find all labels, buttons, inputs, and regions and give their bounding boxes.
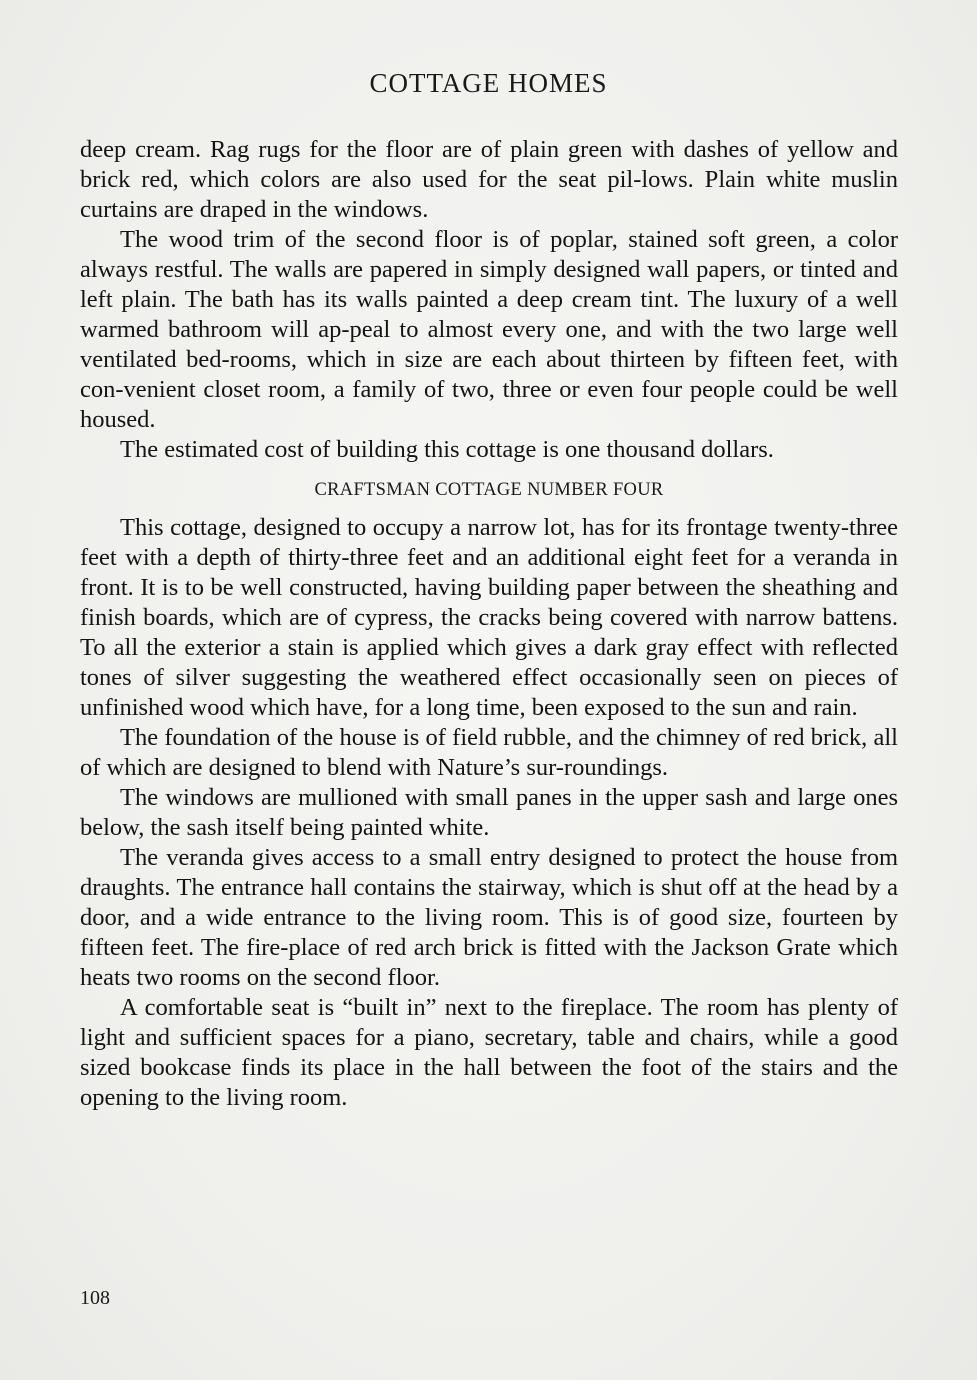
paragraph-windows: The windows are mullioned with small panes in the upper sash and large ones below, the sash itself being painted white.	[80, 784, 898, 841]
paragraph-cottage-description: This cottage, designed to occupy a narrow lot, has for its frontage twenty-three feet with a depth of thirty-three feet and an additional eight feet for a veranda in front. It is to be well constructed, having building paper between the sheathing and finish boards, which are of cypress, the cracks being covered with narrow battens. To all the exterior a stain is applied which gives a dark gray effect with reflected tones of silver suggesting the weathered effect occasionally seen on pieces of unfinished wood which have, for a long time, been exposed to the sun and rain.	[80, 514, 898, 721]
page-number: 108	[80, 1287, 110, 1309]
section-heading: CRAFTSMAN COTTAGE NUMBER FOUR	[314, 480, 664, 500]
paragraph-foundation: The foundation of the house is of field rubble, and the chimney of red brick, all of which are designed to blend with Nature’s sur-roundings.	[80, 724, 898, 781]
paragraph-second-floor: The wood trim of the second floor is of poplar, stained soft green, a color always restful. The walls are papered in simply designed wall papers, or tinted and left plain. The bath has its walls painted a deep cream tint. The luxury of a well warmed bathroom will ap-peal to almost every one, and with the two large well ventilated bed-rooms, which in size are each about thirteen by fifteen feet, with con-venient closet room, a family of two, three or even four people could be well housed.	[80, 226, 898, 433]
paragraph-estimated-cost: The estimated cost of building this cottage is one thousand dollars.	[120, 436, 774, 463]
paragraph-veranda: The veranda gives access to a small entry designed to protect the house from draughts. The entrance hall contains the stairway, which is shut off at the head by a door, and a wide entrance to the living room. This is of good size, fourteen by fifteen feet. The fire-place of red arch brick is fitted with the Jackson Grate which heats two rooms on the second floor.	[80, 844, 898, 991]
paragraph-living-room: A comfortable seat is “built in” next to the fireplace. The room has plenty of light and sufficient spaces for a piano, secretary, table and chairs, while a good sized bookcase finds its place in the hall between the foot of the stairs and the opening to the living room.	[80, 994, 898, 1111]
running-head: COTTAGE HOMES	[369, 68, 608, 98]
body-text	[80, 135, 898, 1113]
paragraph-continuation: deep cream. Rag rugs for the floor are of plain green with dashes of yellow and brick red, which colors are also used for the seat pil-lows. Plain white muslin curtains are draped in the windows.	[80, 136, 898, 223]
